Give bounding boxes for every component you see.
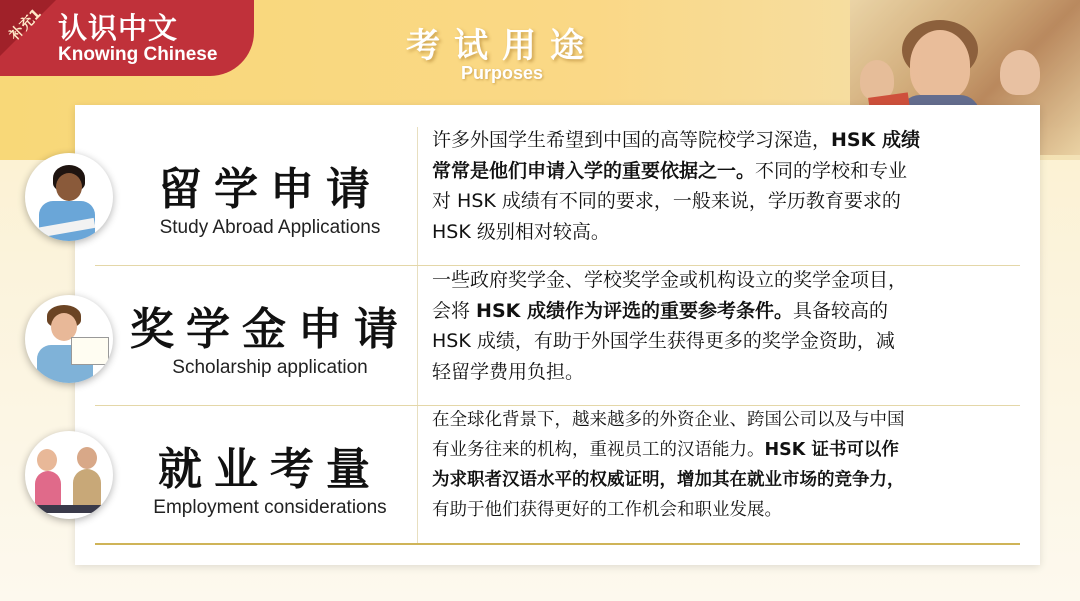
row-english: Scholarship application bbox=[172, 357, 368, 378]
row-title: 就业考量 bbox=[158, 444, 382, 495]
student-writing-avatar bbox=[25, 153, 113, 241]
page-title: 考试用途 bbox=[406, 26, 598, 66]
row-title: 奖学金申请 bbox=[130, 304, 410, 355]
content-card bbox=[75, 105, 1040, 565]
purpose-row-employment bbox=[75, 405, 1040, 542]
purpose-row-scholarship bbox=[75, 265, 1040, 405]
page-subtitle: Purposes bbox=[460, 63, 544, 83]
bottom-divider bbox=[95, 543, 1020, 545]
row-description: 在全球化背景下，越来越多的外资企业、跨国公司以及与中国 有业务往来的机构，重视员工的汉语能力。HSK 证书可以作 为求职者汉语水平的权威证明，增加其在就业市场的竞争力， 有助于他们获得更好的工作机会和职业发展。 bbox=[432, 410, 905, 520]
row-description: 许多外国学生希望到中国的高等院校学习深造，HSK 成绩 常常是他们申请入学的重要依据之一。不同的学校和专业 对 HSK 成绩有不同的要求，一般来说，学历教育要求的 HSK 级别相对较高。 bbox=[432, 129, 920, 243]
row-description: 一些政府奖学金、学校奖学金或机构设立的奖学金项目， 会将 HSK 成绩作为评选的重要参考条件。具备较高的 HSK 成绩，有助于外国学生获得更多的奖学金资助，减 轻留学费用负担。 bbox=[432, 269, 908, 383]
badge-title: 认识中文 bbox=[58, 11, 179, 45]
row-english: Study Abroad Applications bbox=[159, 217, 381, 238]
row-english: Employment considerations bbox=[153, 497, 387, 518]
section-badge bbox=[0, 0, 254, 76]
badge-corner-label: 补充1 bbox=[6, 5, 45, 44]
student-holding-certificate-avatar bbox=[25, 295, 113, 383]
badge-subtitle: Knowing Chinese bbox=[58, 44, 218, 65]
row-title: 留学申请 bbox=[158, 164, 382, 215]
purpose-row-study-abroad bbox=[75, 125, 1040, 265]
job-interview-avatar bbox=[25, 431, 113, 519]
